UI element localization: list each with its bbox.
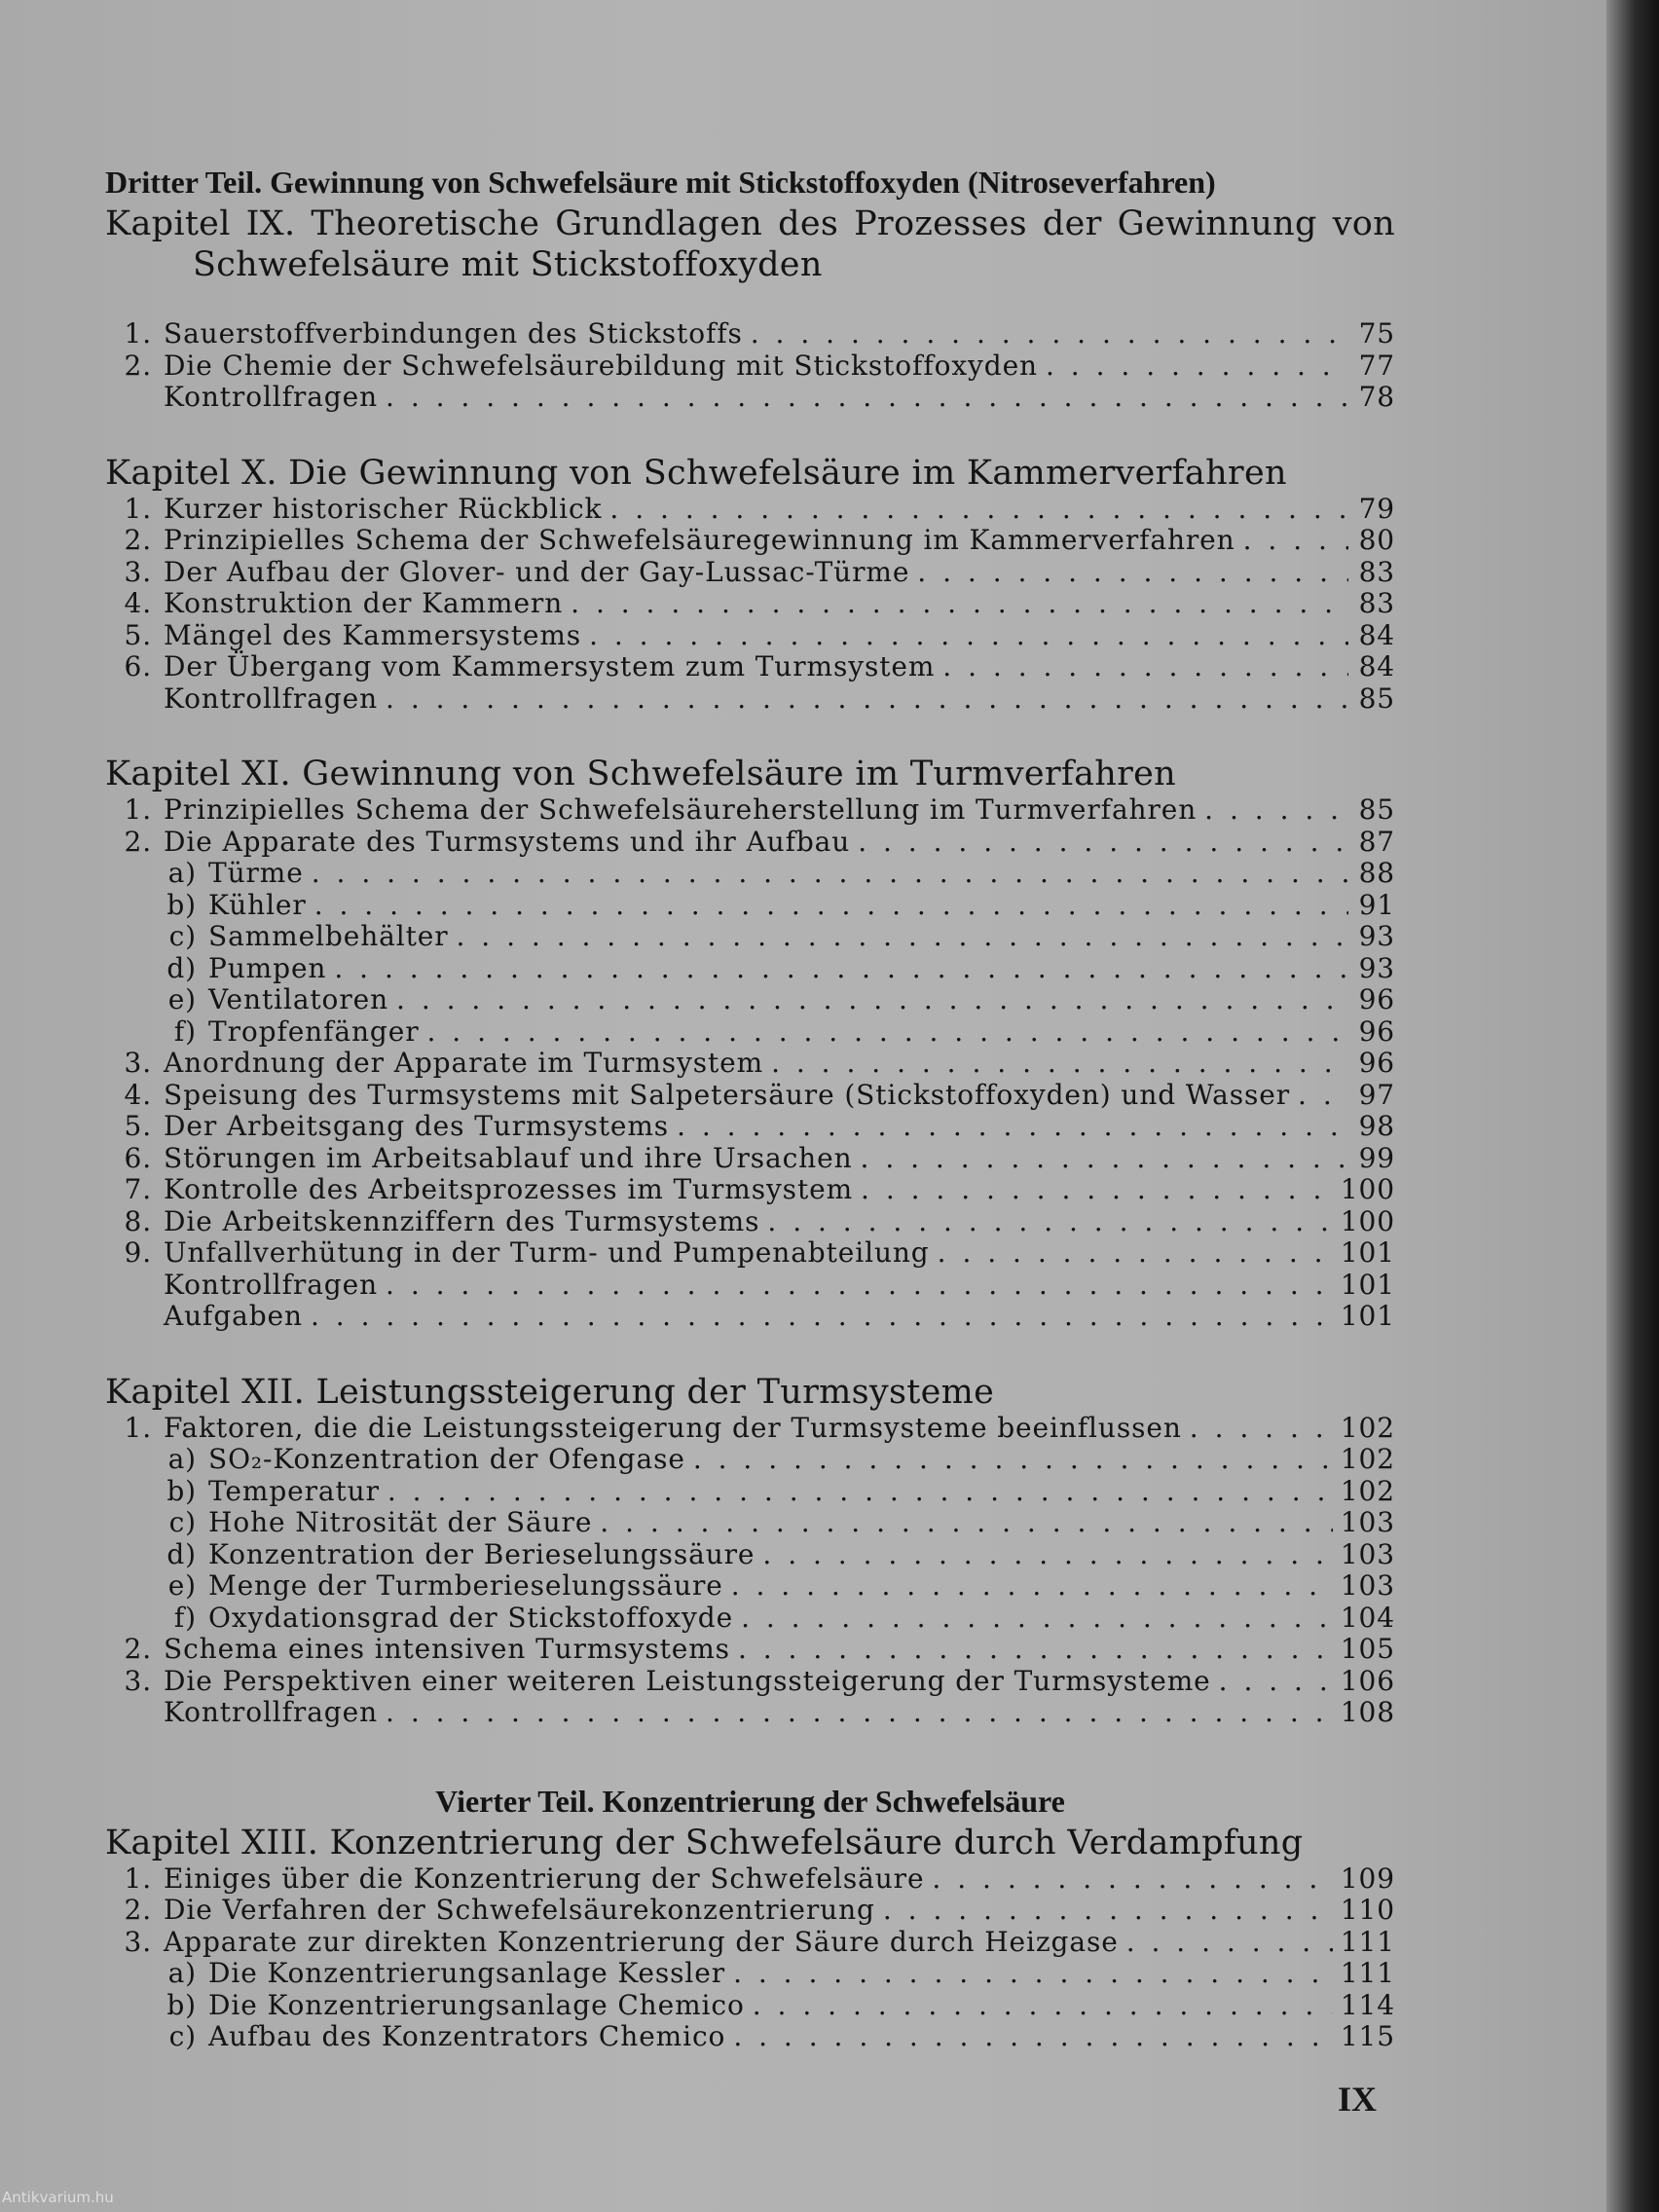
toc-subentry: b) Temperatur . . . 102 <box>105 1476 1395 1508</box>
toc-entry: 4. Konstruktion der Kammern . . . 83 <box>105 588 1395 620</box>
toc-entry: 4. Speisung des Turmsystems mit Salpetersäure (Stickstoffoxyden) und Wasser . . . 97 <box>105 1080 1395 1112</box>
toc-entry: Kontrollfragen . . . 108 <box>105 1697 1395 1729</box>
toc-entry: 1. Prinzipielles Schema der Schwefelsäureherstellung im Turmverfahren . . . 85 <box>105 794 1395 827</box>
toc-subentry: a) SO₂-Konzentration der Ofengase . . . 102 <box>105 1444 1395 1476</box>
toc-entry: 1. Faktoren, die die Leistungssteigerung der Turmsysteme beeinflussen . . . 102 <box>105 1413 1395 1445</box>
page-number: IX <box>1338 2080 1378 2119</box>
toc-entry: 1. Kurzer historischer Rückblick . . . 79 <box>105 494 1395 526</box>
toc-subentry: e) Menge der Turmberieselungssäure . . . 103 <box>105 1570 1395 1603</box>
toc-subentry: d) Pumpen . . . 93 <box>105 953 1395 985</box>
toc-entry: 6. Der Übergang vom Kammersystem zum Turmsystem . . . 84 <box>105 651 1395 683</box>
toc-subentry: c) Sammelbehälter . . . 93 <box>105 921 1395 953</box>
part-title-dritter-teil: Dritter Teil. Gewinnung von Schwefelsäure mit Stickstoffoxyden (Nitroseverfahren) <box>105 165 1216 200</box>
toc-entry: 5. Der Arbeitsgang des Turmsystems . . . 98 <box>105 1111 1395 1143</box>
toc-subentry: b) Die Konzentrierungsanlage Chemico . . . 114 <box>105 1990 1395 2022</box>
toc-entry: 3. Anordnung der Apparate im Turmsystem . . . 96 <box>105 1048 1395 1080</box>
toc-subentry: a) Die Konzentrierungsanlage Kessler . . . 111 <box>105 1958 1395 1990</box>
toc-entry: 2. Die Verfahren der Schwefelsäurekonzentrierung . . . 110 <box>105 1895 1395 1927</box>
toc-entry: 3. Der Aufbau der Glover- und der Gay-Lussac-Türme . . . 83 <box>105 557 1395 589</box>
chapter-xii-entries <box>105 1413 1395 1729</box>
toc-entry: 8. Die Arbeitskennziffern des Turmsystems . . . 100 <box>105 1206 1395 1238</box>
chapter-heading-xi: Kapitel XI. Gewinnung von Schwefelsäure im Turmverfahren <box>105 755 1177 793</box>
toc-entry: 1. Sauerstoffverbindungen des Stickstoffs . . . 75 <box>105 318 1395 350</box>
book-spine <box>1606 0 1659 2212</box>
toc-entry: 5. Mängel des Kammersystems . . . 84 <box>105 620 1395 652</box>
watermark: Antikvarium.hu <box>2 2189 114 2206</box>
toc-entry: 7. Kontrolle des Arbeitsprozesses im Turmsystem . . . 100 <box>105 1174 1395 1206</box>
toc-entry: 1. Einiges über die Konzentrierung der Schwefelsäure . . . 109 <box>105 1863 1395 1896</box>
chapter-xiii-entries <box>105 1863 1395 2053</box>
chapter-heading-xiii: Kapitel XIII. Konzentrierung der Schwefelsäure durch Verdampfung <box>105 1823 1304 1862</box>
toc-subentry: a) Türme . . . 88 <box>105 858 1395 890</box>
toc-entry: Kontrollfragen . . . 78 <box>105 382 1395 414</box>
toc-entry: 3. Apparate zur direkten Konzentrierung der Säure durch Heizgase . . . 111 <box>105 1927 1395 1959</box>
toc-subentry: d) Konzentration der Berieselungssäure . . . 103 <box>105 1539 1395 1571</box>
toc-subentry: b) Kühler . . . 91 <box>105 890 1395 922</box>
chapter-heading-ix: Kapitel IX. Theoretische Grundlagen des Prozesses der Gewinnung von Schwefelsäure mit Stickstoffoxyden <box>105 204 1395 284</box>
toc-subentry: c) Hohe Nitrosität der Säure . . . 103 <box>105 1507 1395 1539</box>
table-of-contents <box>105 161 1395 2053</box>
chapter-heading-x: Kapitel X. Die Gewinnung von Schwefelsäure im Kammerverfahren <box>105 453 1287 493</box>
toc-entry: 6. Störungen im Arbeitsablauf und ihre Ursachen . . . 99 <box>105 1143 1395 1175</box>
toc-entry: Kontrollfragen . . . 85 <box>105 683 1395 716</box>
toc-entry: 9. Unfallverhütung in der Turm- und Pumpenabteilung . . . 101 <box>105 1237 1395 1270</box>
toc-entry: Kontrollfragen . . . 101 <box>105 1270 1395 1302</box>
chapter-heading-xii: Kapitel XII. Leistungssteigerung der Turmsysteme <box>105 1372 995 1412</box>
toc-entry: 2. Prinzipielles Schema der Schwefelsäuregewinnung im Kammerverfahren . . . 80 <box>105 525 1395 557</box>
toc-entry: 2. Die Chemie der Schwefelsäurebildung mit Stickstoffoxyden . . . 77 <box>105 350 1395 383</box>
chapter-ix-entries <box>105 318 1395 414</box>
chapter-xi-entries <box>105 794 1395 1333</box>
toc-subentry: e) Ventilatoren . . . 96 <box>105 984 1395 1016</box>
chapter-x-entries <box>105 494 1395 716</box>
toc-entry: 3. Die Perspektiven einer weiteren Leistungssteigerung der Turmsysteme . . . 106 <box>105 1666 1395 1698</box>
toc-entry: 2. Die Apparate des Turmsystems und ihr Aufbau . . . 87 <box>105 827 1395 859</box>
toc-subentry: c) Aufbau des Konzentrators Chemico . . . 115 <box>105 2021 1395 2053</box>
toc-entry: 2. Schema eines intensiven Turmsystems . . . 105 <box>105 1634 1395 1666</box>
part-title-vierter-teil: Vierter Teil. Konzentrierung der Schwefelsäure <box>435 1783 1065 1819</box>
toc-subentry: f) Tropfenfänger . . . 96 <box>105 1016 1395 1049</box>
toc-entry: Aufgaben . . . 101 <box>105 1301 1395 1333</box>
toc-subentry: f) Oxydationsgrad der Stickstoffoxyde . . . 104 <box>105 1603 1395 1635</box>
